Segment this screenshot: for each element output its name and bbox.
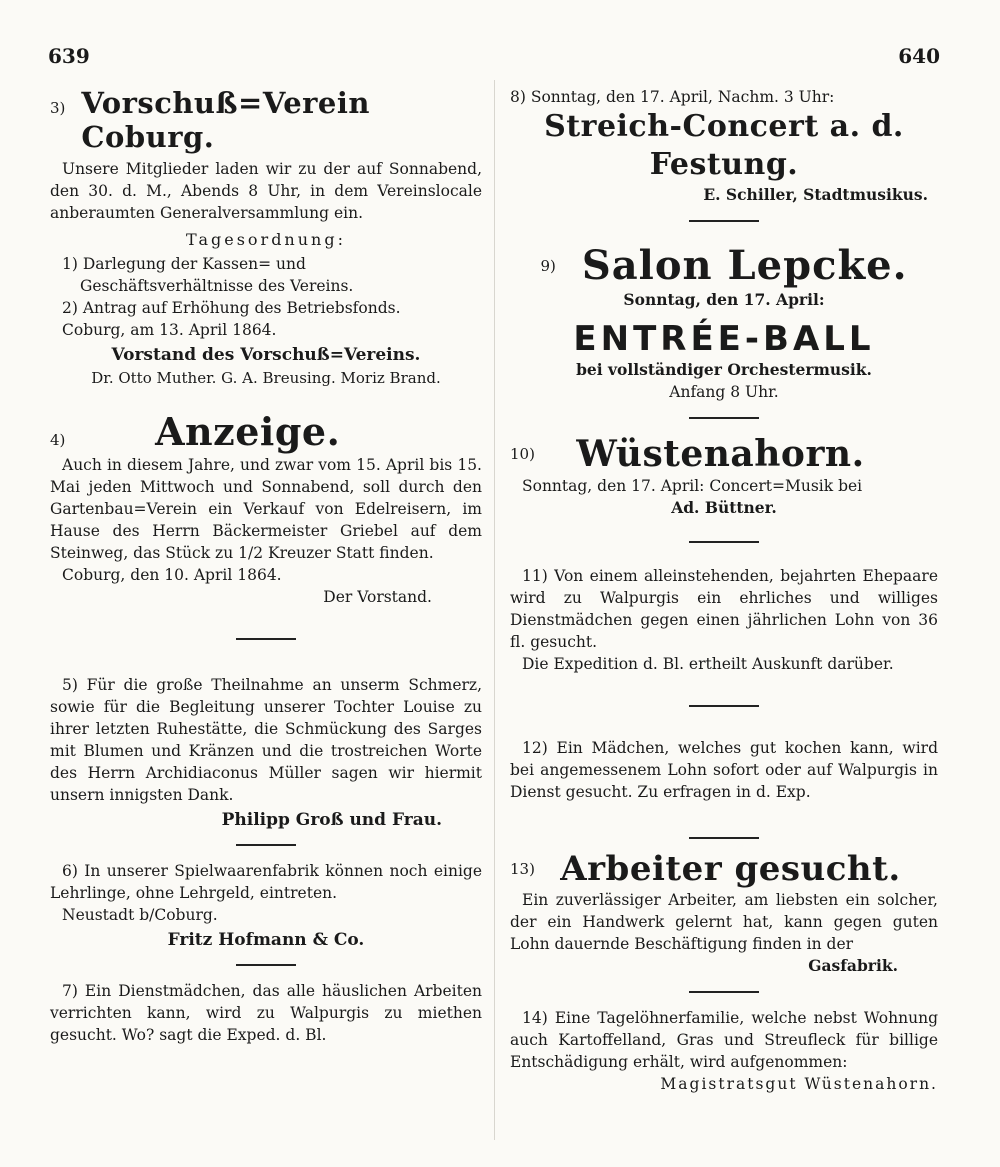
column-divider (494, 80, 495, 1140)
page-number-left: 639 (48, 44, 90, 68)
ad-14-signature: Magistratsgut Wüstenahorn. (660, 1075, 938, 1093)
ad-9-title: Salon Lepcke. (581, 242, 908, 289)
ad-3-signature: Vorstand des Vorschuß=Vereins. (111, 345, 421, 365)
agenda-title: Tagesordnung: (186, 230, 346, 249)
ad-3-number: 3) (50, 99, 66, 117)
ad-10-text: Sonntag, den 17. April: Concert=Musik bei (522, 477, 863, 495)
ad-11-text: 11) Von einem alleinstehenden, bejahrten Ehepaare wird zu Walpurgis ein ehrliches und williges Dienstmädchen gegen einen jährlichen Lohn von 36 fl. gesucht. (510, 567, 938, 651)
ad-11 (510, 565, 938, 675)
ad-3 (50, 86, 482, 387)
ad-8-title: Streich-Concert a. d. Festung. (544, 109, 904, 182)
ad-3-text: Unsere Mitglieder laden wir zu der auf Sonnabend, den 30. d. M., Abends 8 Uhr, in dem Vereinslocale anberaumten Generalversammlung ein. (50, 160, 482, 222)
ad-14-text: 14) Eine Tagelöhnerfamilie, welche nebst Wohnung auch Kartoffelland, Gras und Streufleck für billige Entschädigung erhält, wird aufgenommen: (510, 1009, 938, 1071)
ad-9-event: ENTRÉE-BALL (573, 319, 875, 359)
ad-4-date: Coburg, den 10. April 1864. (62, 566, 282, 584)
ad-10-title: Wüstenahorn. (576, 433, 865, 475)
ad-9-number: 9) (540, 256, 556, 275)
ad-13-heading (510, 849, 938, 889)
ad-4-title: Anzeige. (155, 409, 341, 454)
ad-3-heading (50, 86, 482, 154)
ad-8-line: 8) Sonntag, den 17. April, Nachm. 3 Uhr: (510, 88, 835, 106)
ad-10-signature: Ad. Büttner. (671, 498, 777, 517)
separator (689, 417, 759, 419)
ad-12-text: 12) Ein Mädchen, welches gut kochen kann, wird bei angemessenem Lohn sofort oder auf Walpurgis in Dienst gesucht. Zu erfragen in d. Exp. (510, 739, 938, 801)
ad-4-number: 4) (50, 431, 66, 449)
ad-8 (510, 86, 938, 206)
ad-6 (50, 860, 482, 950)
ad-7 (50, 980, 482, 1046)
ad-4-heading (50, 409, 482, 454)
page-number-right: 640 (898, 44, 940, 68)
ad-3-names: Dr. Otto Muther. G. A. Breusing. Moriz Brand. (91, 369, 441, 387)
left-column (50, 86, 482, 1046)
ad-5-text: 5) Für die große Theilnahme an unserm Schmerz, sowie für die Begleitung unserer Tochter Louise zu ihrer letzten Ruhestätte, die Schmückung des Sarges mit Blumen und Kränzen und die trostreichen Worte des Herrn Archidiaconus Müller sagen wir hiermit unsern innigsten Dank. (50, 676, 482, 804)
ad-13 (510, 849, 938, 977)
ad-3-title: Vorschuß=Verein Coburg. (81, 86, 370, 154)
separator (236, 964, 296, 966)
agenda-item: 1) Darlegung der Kassen= und Geschäftsverhältnisse des Vereins. (62, 255, 354, 295)
right-column (510, 86, 938, 1095)
ad-13-text: Ein zuverlässiger Arbeiter, am liebsten ein solcher, der ein Handwerk gelernt hat, kann gegen guten Lohn dauernde Beschäftigung finden in der (510, 891, 938, 953)
agenda-item: 2) Antrag auf Erhöhung des Betriebsfonds. (62, 299, 401, 317)
ad-14 (510, 1007, 938, 1095)
ad-10-number: 10) (510, 445, 535, 463)
agenda-list (50, 253, 482, 319)
separator (236, 638, 296, 640)
ad-11-note: Die Expedition d. Bl. ertheilt Auskunft darüber. (522, 655, 894, 673)
ad-9 (510, 242, 938, 403)
separator (689, 837, 759, 839)
ad-10 (510, 433, 938, 519)
ad-13-title: Arbeiter gesucht. (560, 849, 901, 889)
ad-7-text: 7) Ein Dienstmädchen, das alle häuslichen Arbeiten verrichten kann, wird zu Walpurgis zu miethen gesucht. Wo? sagt die Exped. d. Bl. (50, 982, 482, 1044)
separator (236, 844, 296, 846)
ad-9-start: Anfang 8 Uhr. (669, 383, 779, 401)
ad-9-heading (510, 242, 938, 289)
separator (689, 991, 759, 993)
ad-3-date: Coburg, am 13. April 1864. (62, 321, 277, 339)
ad-9-subline: bei vollständiger Orchestermusik. (576, 360, 872, 379)
ad-9-date-line: Sonntag, den 17. April: (623, 290, 825, 309)
ad-6-text: 6) In unserer Spielwaarenfabrik können noch einige Lehrlinge, ohne Lehrgeld, eintreten. (50, 862, 482, 902)
ad-8-signature: E. Schiller, Stadtmusikus. (703, 185, 928, 204)
ad-6-signature: Fritz Hofmann & Co. (167, 930, 365, 950)
ad-5 (50, 674, 482, 830)
ad-13-number: 13) (510, 860, 535, 878)
ad-4-text: Auch in diesem Jahre, und zwar vom 15. April bis 15. Mai jeden Mittwoch und Sonnabend, soll durch den Gartenbau=Verein ein Verkauf von Edelreisern, im Hause des Herrn Bäckermeister Griebel auf dem Steinweg, das Stück zu 1/2 Kreuzer Statt finden. (50, 456, 482, 562)
ad-10-heading (510, 433, 938, 475)
separator (689, 705, 759, 707)
separator (689, 220, 759, 222)
ad-4-signature: Der Vorstand. (323, 588, 432, 606)
ad-12 (510, 737, 938, 803)
ad-13-signature: Gasfabrik. (808, 956, 898, 975)
separator (689, 541, 759, 543)
ad-6-place: Neustadt b/Coburg. (62, 906, 218, 924)
ad-4 (50, 409, 482, 608)
ad-5-signature: Philipp Groß und Frau. (221, 810, 442, 830)
